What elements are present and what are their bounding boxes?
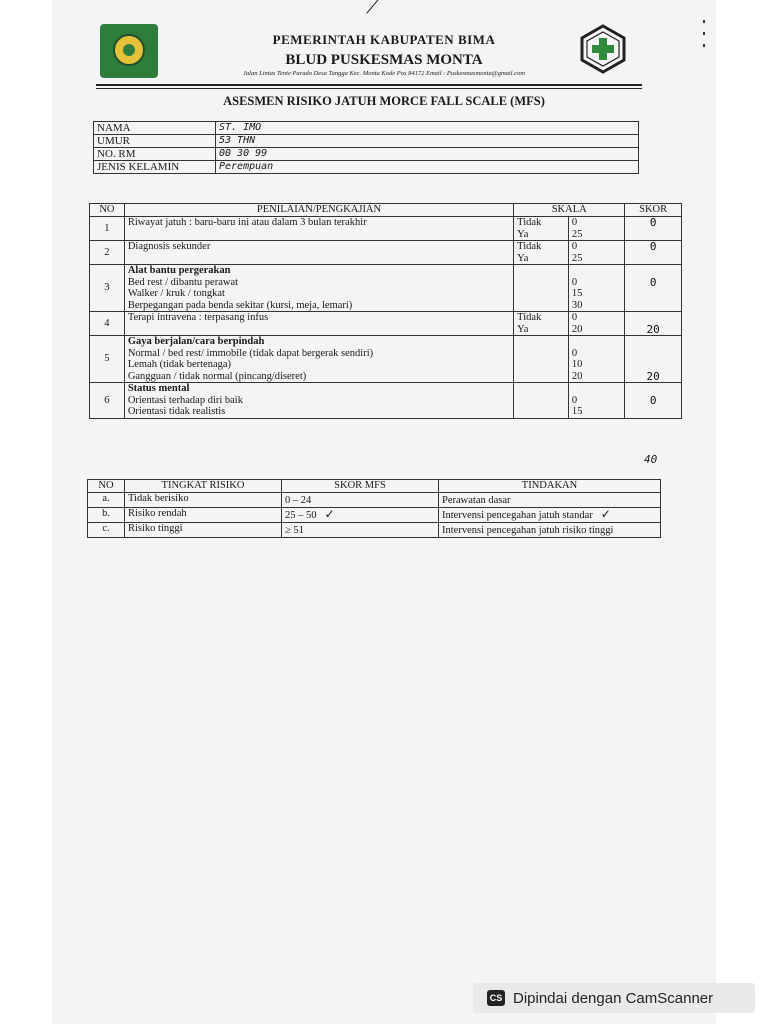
assessment-row: 4 Terapi intravena : terpasang infus Tidak Ya 0 20 20 <box>90 312 682 336</box>
form-title: ASESMEN RISIKO JATUH MORCE FALL SCALE (MFS) <box>223 94 545 108</box>
check-mark: ✓ <box>324 507 335 521</box>
camscanner-watermark <box>473 983 755 1013</box>
assessment-row: 1 Riwayat jatuh : baru-baru ini atau dalam 3 bulan terakhir Tidak Ya 0 25 0 <box>90 217 682 241</box>
camscanner-text: Dipindai dengan CamScanner <box>513 989 714 1007</box>
score-value: 0 <box>625 241 682 265</box>
identity-row: NO. RM 00 30 99 <box>94 148 639 161</box>
assessment-row: 2 Diagnosis sekunder Tidak Ya 0 25 0 <box>90 241 682 265</box>
header-rule <box>96 84 642 86</box>
header-address: Jalan Lintas Tente Parado Desa Tangga Kec. Monta Kode Pos 84172 Email : Puskesmasmonta@gmail.com <box>243 70 525 77</box>
risk-level-table <box>87 479 661 538</box>
assessment-table <box>89 203 682 419</box>
total-score: 40 <box>644 453 658 466</box>
risk-header-row: NO TINGKAT RISIKO SKOR MFS TINDAKAN <box>88 480 661 493</box>
check-mark: ✓ <box>600 507 611 521</box>
patient-age: 53 THN <box>216 135 639 148</box>
patient-name: ST. IMO <box>216 122 639 135</box>
patient-gender: Perempuan <box>216 161 639 174</box>
camscanner-icon: CS <box>487 990 505 1006</box>
score-value: 0 <box>625 383 682 419</box>
header-rule-thin <box>96 88 642 89</box>
header-government: PEMERINTAH KABUPATEN BIMA <box>272 32 496 47</box>
risk-row: b. Risiko rendah 25 – 50 ✓ Intervensi pencegahan jatuh standar ✓ <box>88 508 661 523</box>
score-value: 20 <box>625 336 682 383</box>
assessment-row: 3 Alat bantu pergerakan Bed rest / dibantu perawat Walker / kruk / tongkat Berpegangan pada benda sekitar (kursi, meja, lemari) 0 15 30 0 <box>90 265 682 312</box>
medical-record-number: 00 30 99 <box>216 148 639 161</box>
score-value: 0 <box>625 217 682 241</box>
identity-row: JENIS KELAMIN Perempuan <box>94 161 639 174</box>
score-value: 20 <box>625 312 682 336</box>
assessment-row: 5 Gaya berjalan/cara berpindah Normal / bed rest/ immobile (tidak dapat bergerak sendiri) Lemah (tidak bertenaga) Gangguan / tidak normal (pincang/diseret) 0 10 20 20 <box>90 336 682 383</box>
assessment-header-row: NO PENILAIAN/PENGKAJIAN SKALA SKOR <box>90 204 682 217</box>
identity-row: NAMA ST. IMO <box>94 122 639 135</box>
patient-identity-table <box>93 121 639 174</box>
header-institution: BLUD PUSKESMAS MONTA <box>285 52 483 68</box>
risk-row: c. Risiko tinggi ≥ 51 Intervensi pencegahan jatuh risiko tinggi <box>88 523 661 538</box>
identity-row: UMUR 53 THN <box>94 135 639 148</box>
score-value: 0 <box>625 265 682 312</box>
risk-row: a. Tidak berisiko 0 – 24 Perawatan dasar <box>88 493 661 508</box>
assessment-row: 6 Status mental Orientasi terhadap diri baik Orientasi tidak realistis 0 15 0 <box>90 383 682 419</box>
